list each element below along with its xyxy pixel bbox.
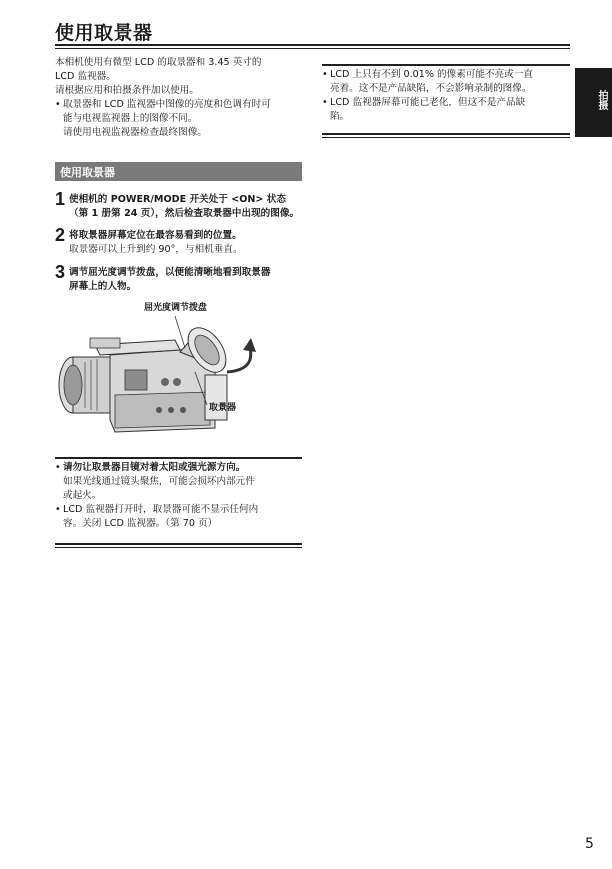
notes-right-bottom-rule (322, 133, 570, 135)
note-line: LCD 监视器屏幕可能已老化，但这不是产品缺 (330, 97, 526, 108)
title-rule-thin (55, 48, 570, 49)
bullet-mark: • (55, 504, 61, 515)
page-number: 5 (585, 836, 594, 852)
step-text: 调节屈光度调节拨盘，以便能清晰地看到取景器 (69, 267, 271, 278)
section-header-label: 使用取景器 (60, 166, 115, 179)
note-item (322, 96, 570, 124)
note-item (55, 461, 302, 503)
intro-paragraph (55, 56, 305, 140)
step-subtext: 取景器可以上升到约 90°，与相机垂直。 (69, 244, 243, 255)
note-line: 容。关闭 LCD 监视器。（第 70 页） (63, 518, 218, 529)
intro-line: 请根据应用和拍摄条件加以使用。 (55, 85, 199, 96)
notes-left-bottom-rule-thin (55, 547, 302, 548)
camera-viewfinder-illustration (55, 300, 305, 450)
notes-right-bottom-rule-thin (322, 137, 570, 138)
notes-right-top-rule (322, 64, 570, 66)
note-item (55, 503, 302, 531)
note-line: 如果光线通过镜头聚焦，可能会损坏内部元件 (63, 476, 255, 487)
step-text: 屏幕上的人物。 (69, 281, 137, 292)
step-text: （第 1 册第 24 页），然后检查取景器中出现的图像。 (69, 208, 300, 219)
notes-left-bottom-rule (55, 543, 302, 545)
step-number: 2 (55, 225, 66, 245)
step-1 (55, 189, 305, 221)
note-line: 或起火。 (63, 490, 102, 501)
intro-bullet-line: 请使用电视监视器检查最终图像。 (63, 127, 207, 138)
diopter-dial-label: 屈光度调节拨盘 (144, 303, 208, 313)
note-line: LCD 监视器打开时，取景器可能不显示任何内 (63, 504, 259, 515)
note-line: 请勿让取景器目镜对着太阳或强光源方向。 (63, 462, 246, 473)
notes-right (322, 68, 570, 124)
intro-bullet-line: 取景器和 LCD 监视器中图像的亮度和色调有时可 (63, 99, 271, 110)
intro-line: LCD 监视器。 (55, 71, 116, 82)
step-3 (55, 262, 305, 294)
bullet-mark: • (55, 99, 61, 110)
note-line: LCD 上只有不到 0.01% 的像素可能不亮或一直 (330, 69, 533, 80)
step-number: 1 (55, 189, 66, 209)
bullet-mark: • (322, 97, 328, 108)
viewfinder-label: 取景器 (209, 403, 237, 413)
note-line: 亮着。这不是产品缺陷，不会影响录制的图像。 (330, 83, 532, 94)
bullet-mark: • (55, 462, 61, 473)
chapter-side-tab-label: 拍摄 (596, 90, 607, 110)
step-text: 将取景器屏幕定位在最容易看到的位置。 (69, 230, 242, 241)
notes-left (55, 461, 302, 531)
intro-line: 本相机使用有微型 LCD 的取景器和 3.45 英寸的 (55, 57, 262, 68)
title-rule (55, 44, 570, 46)
step-text: 使相机的 POWER/MODE 开关处于 <ON> 状态 (69, 194, 286, 205)
note-line: 陷。 (330, 111, 350, 122)
notes-left-top-rule (55, 457, 302, 459)
step-number: 3 (55, 262, 66, 282)
step-2 (55, 225, 305, 257)
note-item (322, 68, 570, 96)
bullet-mark: • (322, 69, 328, 80)
page-title: 使用取景器 (55, 22, 153, 44)
intro-bullet (55, 98, 305, 140)
intro-bullet-line: 能与电视监视器上的图像不同。 (63, 113, 198, 124)
